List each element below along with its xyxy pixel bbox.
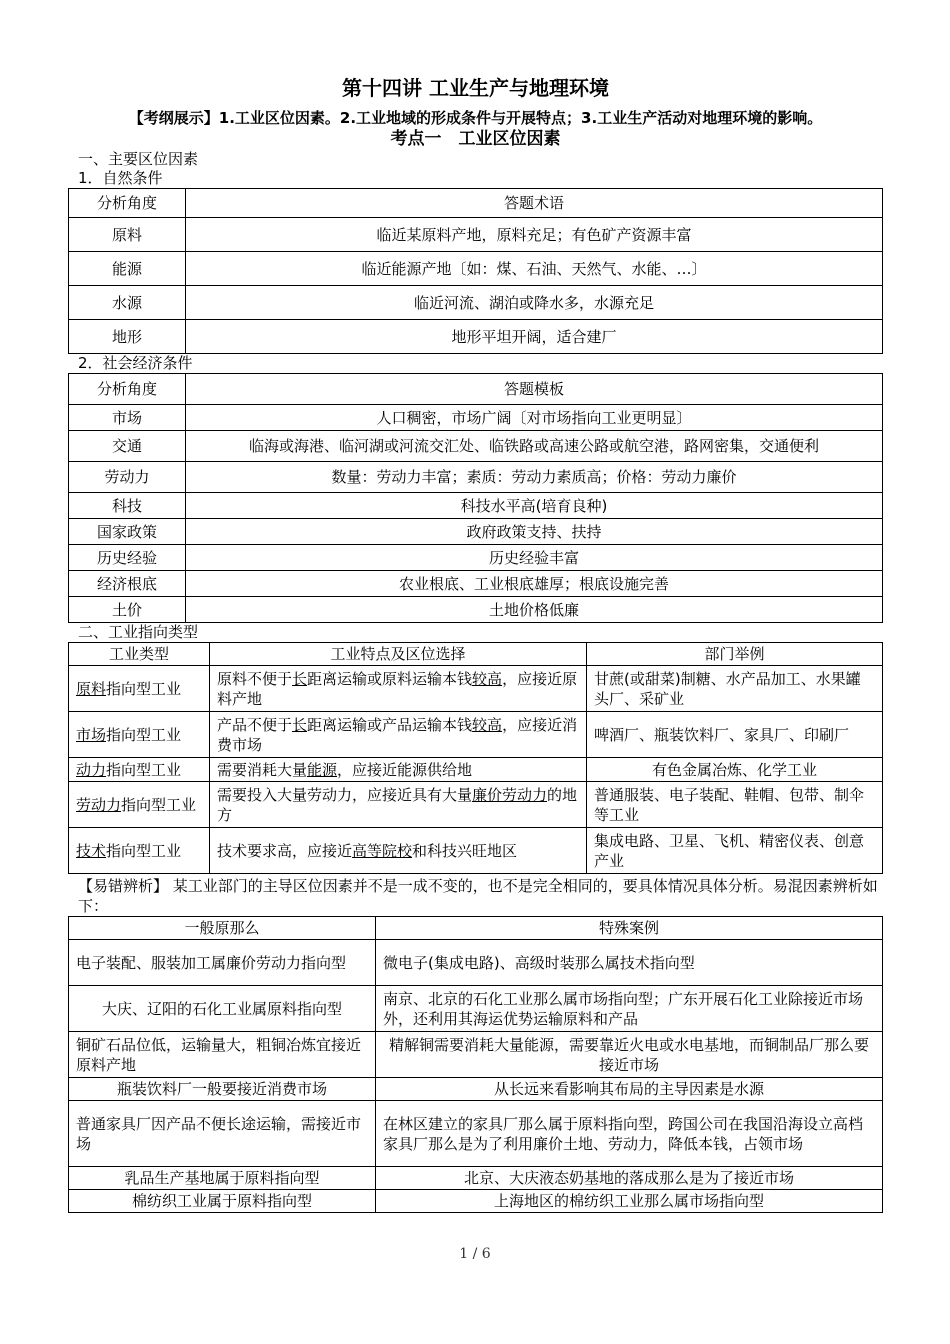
table-cell: 水源 <box>69 286 186 320</box>
page-number: 1 / 6 <box>459 1246 491 1262</box>
table-cell: 原料指向型工业 <box>69 666 210 712</box>
table-cell: 科技水平高(培育良种) <box>186 493 883 519</box>
table-cell: 科技 <box>69 493 186 519</box>
table-cell: 交通 <box>69 431 186 462</box>
table-row <box>69 986 883 1032</box>
table-header: 一般原那么 <box>69 917 376 940</box>
table-cell: 农业根底、工业根底雄厚；根底设施完善 <box>186 571 883 597</box>
table-row <box>69 519 883 545</box>
industry-types-table <box>68 642 883 874</box>
table-row <box>69 597 883 623</box>
table-row <box>69 462 883 493</box>
table-header: 答题模板 <box>186 374 883 405</box>
table-cell: 劳动力指向型工业 <box>69 782 210 828</box>
table-cell: 劳动力 <box>69 462 186 493</box>
table-row <box>69 571 883 597</box>
table-cell: 临海或海港、临河湖或河流交汇处、临铁路或高速公路或航空港，路网密集，交通便利 <box>186 431 883 462</box>
table-row <box>69 940 883 986</box>
table-cell: 在林区建立的家具厂那么属于原料指向型，跨国公司在我国沿海设立高档家具厂那么是为了利用廉价土地、劳动力，降低本钱，占领市场 <box>376 1101 883 1167</box>
table-row <box>69 545 883 571</box>
table-cell: 临近能源产地〔如：煤、石油、天然气、水能、…〕 <box>186 252 883 286</box>
table-cell: 临近河流、湖泊或降水多，水源充足 <box>186 286 883 320</box>
table-cell: 从长远来看影响其布局的主导因素是水源 <box>376 1078 883 1101</box>
table-cell: 临近某原料产地，原料充足；有色矿产资源丰富 <box>186 218 883 252</box>
error-analysis-note: 【易错辨析】 某工业部门的主导区位因素并不是一成不变的，也不是完全相同的，要具体情况具体分析。易混因素辨析如下： <box>78 877 878 915</box>
table-cell: 技术要求高，应接近高等院校和科技兴旺地区 <box>210 828 587 874</box>
table-row <box>69 758 883 782</box>
table-cell: 北京、大庆液态奶基地的落成那么是为了接近市场 <box>376 1167 883 1190</box>
table-header: 答题术语 <box>186 189 883 218</box>
table-cell: 南京、北京的石化工业那么属市场指向型；广东开展石化工业除接近市场外，还利用其海运优势运输原料和产品 <box>376 986 883 1032</box>
table-cell: 电子装配、服装加工属廉价劳动力指向型 <box>69 940 376 986</box>
table-cell: 地形 <box>69 320 186 354</box>
syllabus-line: 【考纲展示】1.工业区位因素。2.工业地域的形成条件与开展特点；3.工业生产活动对地理环境的影响。 <box>128 109 823 127</box>
table-cell: 瓶装饮料厂一般要接近消费市场 <box>69 1078 376 1101</box>
table-cell: 地形平坦开阔，适合建厂 <box>186 320 883 354</box>
table-row <box>69 1101 883 1167</box>
subsection-natural: 1．自然条件 <box>78 169 163 187</box>
table-cell: 产品不便于长距离运输或产品运输本钱较高，应接近消费市场 <box>210 712 587 758</box>
table-cell: 土价 <box>69 597 186 623</box>
table-cell: 甘蔗(或甜菜)制糖、水产品加工、水果罐头厂、采矿业 <box>587 666 883 712</box>
table-cell: 需要投入大量劳动力，应接近具有大量廉价劳动力的地方 <box>210 782 587 828</box>
table-row <box>69 431 883 462</box>
table-row <box>69 218 883 252</box>
table-cell: 棉纺织工业属于原料指向型 <box>69 1190 376 1213</box>
table-cell: 历史经验 <box>69 545 186 571</box>
table-cell: 土地价格低廉 <box>186 597 883 623</box>
table-cell: 历史经验丰富 <box>186 545 883 571</box>
table-row <box>69 828 883 874</box>
table-cell: 乳品生产基地属于原料指向型 <box>69 1167 376 1190</box>
table-header: 特殊案例 <box>376 917 883 940</box>
table-row <box>69 1190 883 1213</box>
table-row <box>69 493 883 519</box>
table-header: 分析角度 <box>69 189 186 218</box>
table-cell: 政府政策支持、扶持 <box>186 519 883 545</box>
table-cell: 普通服装、电子装配、鞋帽、包带、制伞等工业 <box>587 782 883 828</box>
section-heading-1: 一、主要区位因素 <box>78 150 199 168</box>
table-row <box>69 1032 883 1078</box>
table-row <box>69 1078 883 1101</box>
document-page <box>68 74 883 1213</box>
table-row <box>69 782 883 828</box>
table-row <box>69 252 883 286</box>
table-cell: 上海地区的棉纺织工业那么属市场指向型 <box>376 1190 883 1213</box>
table-cell: 微电子(集成电路)、高级时装那么属技术指向型 <box>376 940 883 986</box>
kaodian-heading: 考点一 工业区位因素 <box>390 129 561 149</box>
table-cell: 集成电路、卫星、飞机、精密仪表、创意产业 <box>587 828 883 874</box>
table-cell: 原料 <box>69 218 186 252</box>
section-heading-2: 二、工业指向类型 <box>78 623 199 641</box>
table-row <box>69 320 883 354</box>
table-cell: 精解铜需要消耗大量能源，需要靠近火电或水电基地，而铜制品厂那么要接近市场 <box>376 1032 883 1078</box>
table-header: 分析角度 <box>69 374 186 405</box>
table-cell: 啤酒厂、瓶装饮料厂、家具厂、印刷厂 <box>587 712 883 758</box>
social-conditions-table <box>68 373 883 623</box>
table-cell: 数量：劳动力丰富；素质：劳动力素质高；价格：劳动力廉价 <box>186 462 883 493</box>
table-cell: 原料不便于长距离运输或原料运输本钱较高，应接近原料产地 <box>210 666 587 712</box>
page-title: 第十四讲 工业生产与地理环境 <box>342 76 609 100</box>
table-row <box>69 712 883 758</box>
table-cell: 人口稠密，市场广阔〔对市场指向工业更明显〕 <box>186 405 883 431</box>
table-cell: 技术指向型工业 <box>69 828 210 874</box>
table-cell: 经济根底 <box>69 571 186 597</box>
table-row <box>69 666 883 712</box>
table-cell: 国家政策 <box>69 519 186 545</box>
table-cell: 大庆、辽阳的石化工业属原料指向型 <box>69 986 376 1032</box>
table-cell: 有色金属冶炼、化学工业 <box>587 758 883 782</box>
table-row <box>69 286 883 320</box>
table-header: 工业类型 <box>69 643 210 666</box>
table-cell: 能源 <box>69 252 186 286</box>
table-header: 工业特点及区位选择 <box>210 643 587 666</box>
table-row <box>69 1167 883 1190</box>
comparison-table <box>68 916 883 1213</box>
table-row <box>69 405 883 431</box>
natural-conditions-table <box>68 188 883 354</box>
table-cell: 需要消耗大量能源，应接近能源供给地 <box>210 758 587 782</box>
table-cell: 市场 <box>69 405 186 431</box>
table-cell: 市场指向型工业 <box>69 712 210 758</box>
subsection-social: 2．社会经济条件 <box>78 354 193 372</box>
table-cell: 铜矿石品位低，运输量大，粗铜冶炼宜接近原料产地 <box>69 1032 376 1078</box>
table-cell: 动力指向型工业 <box>69 758 210 782</box>
table-header: 部门举例 <box>587 643 883 666</box>
table-cell: 普通家具厂因产品不便长途运输，需接近市场 <box>69 1101 376 1167</box>
